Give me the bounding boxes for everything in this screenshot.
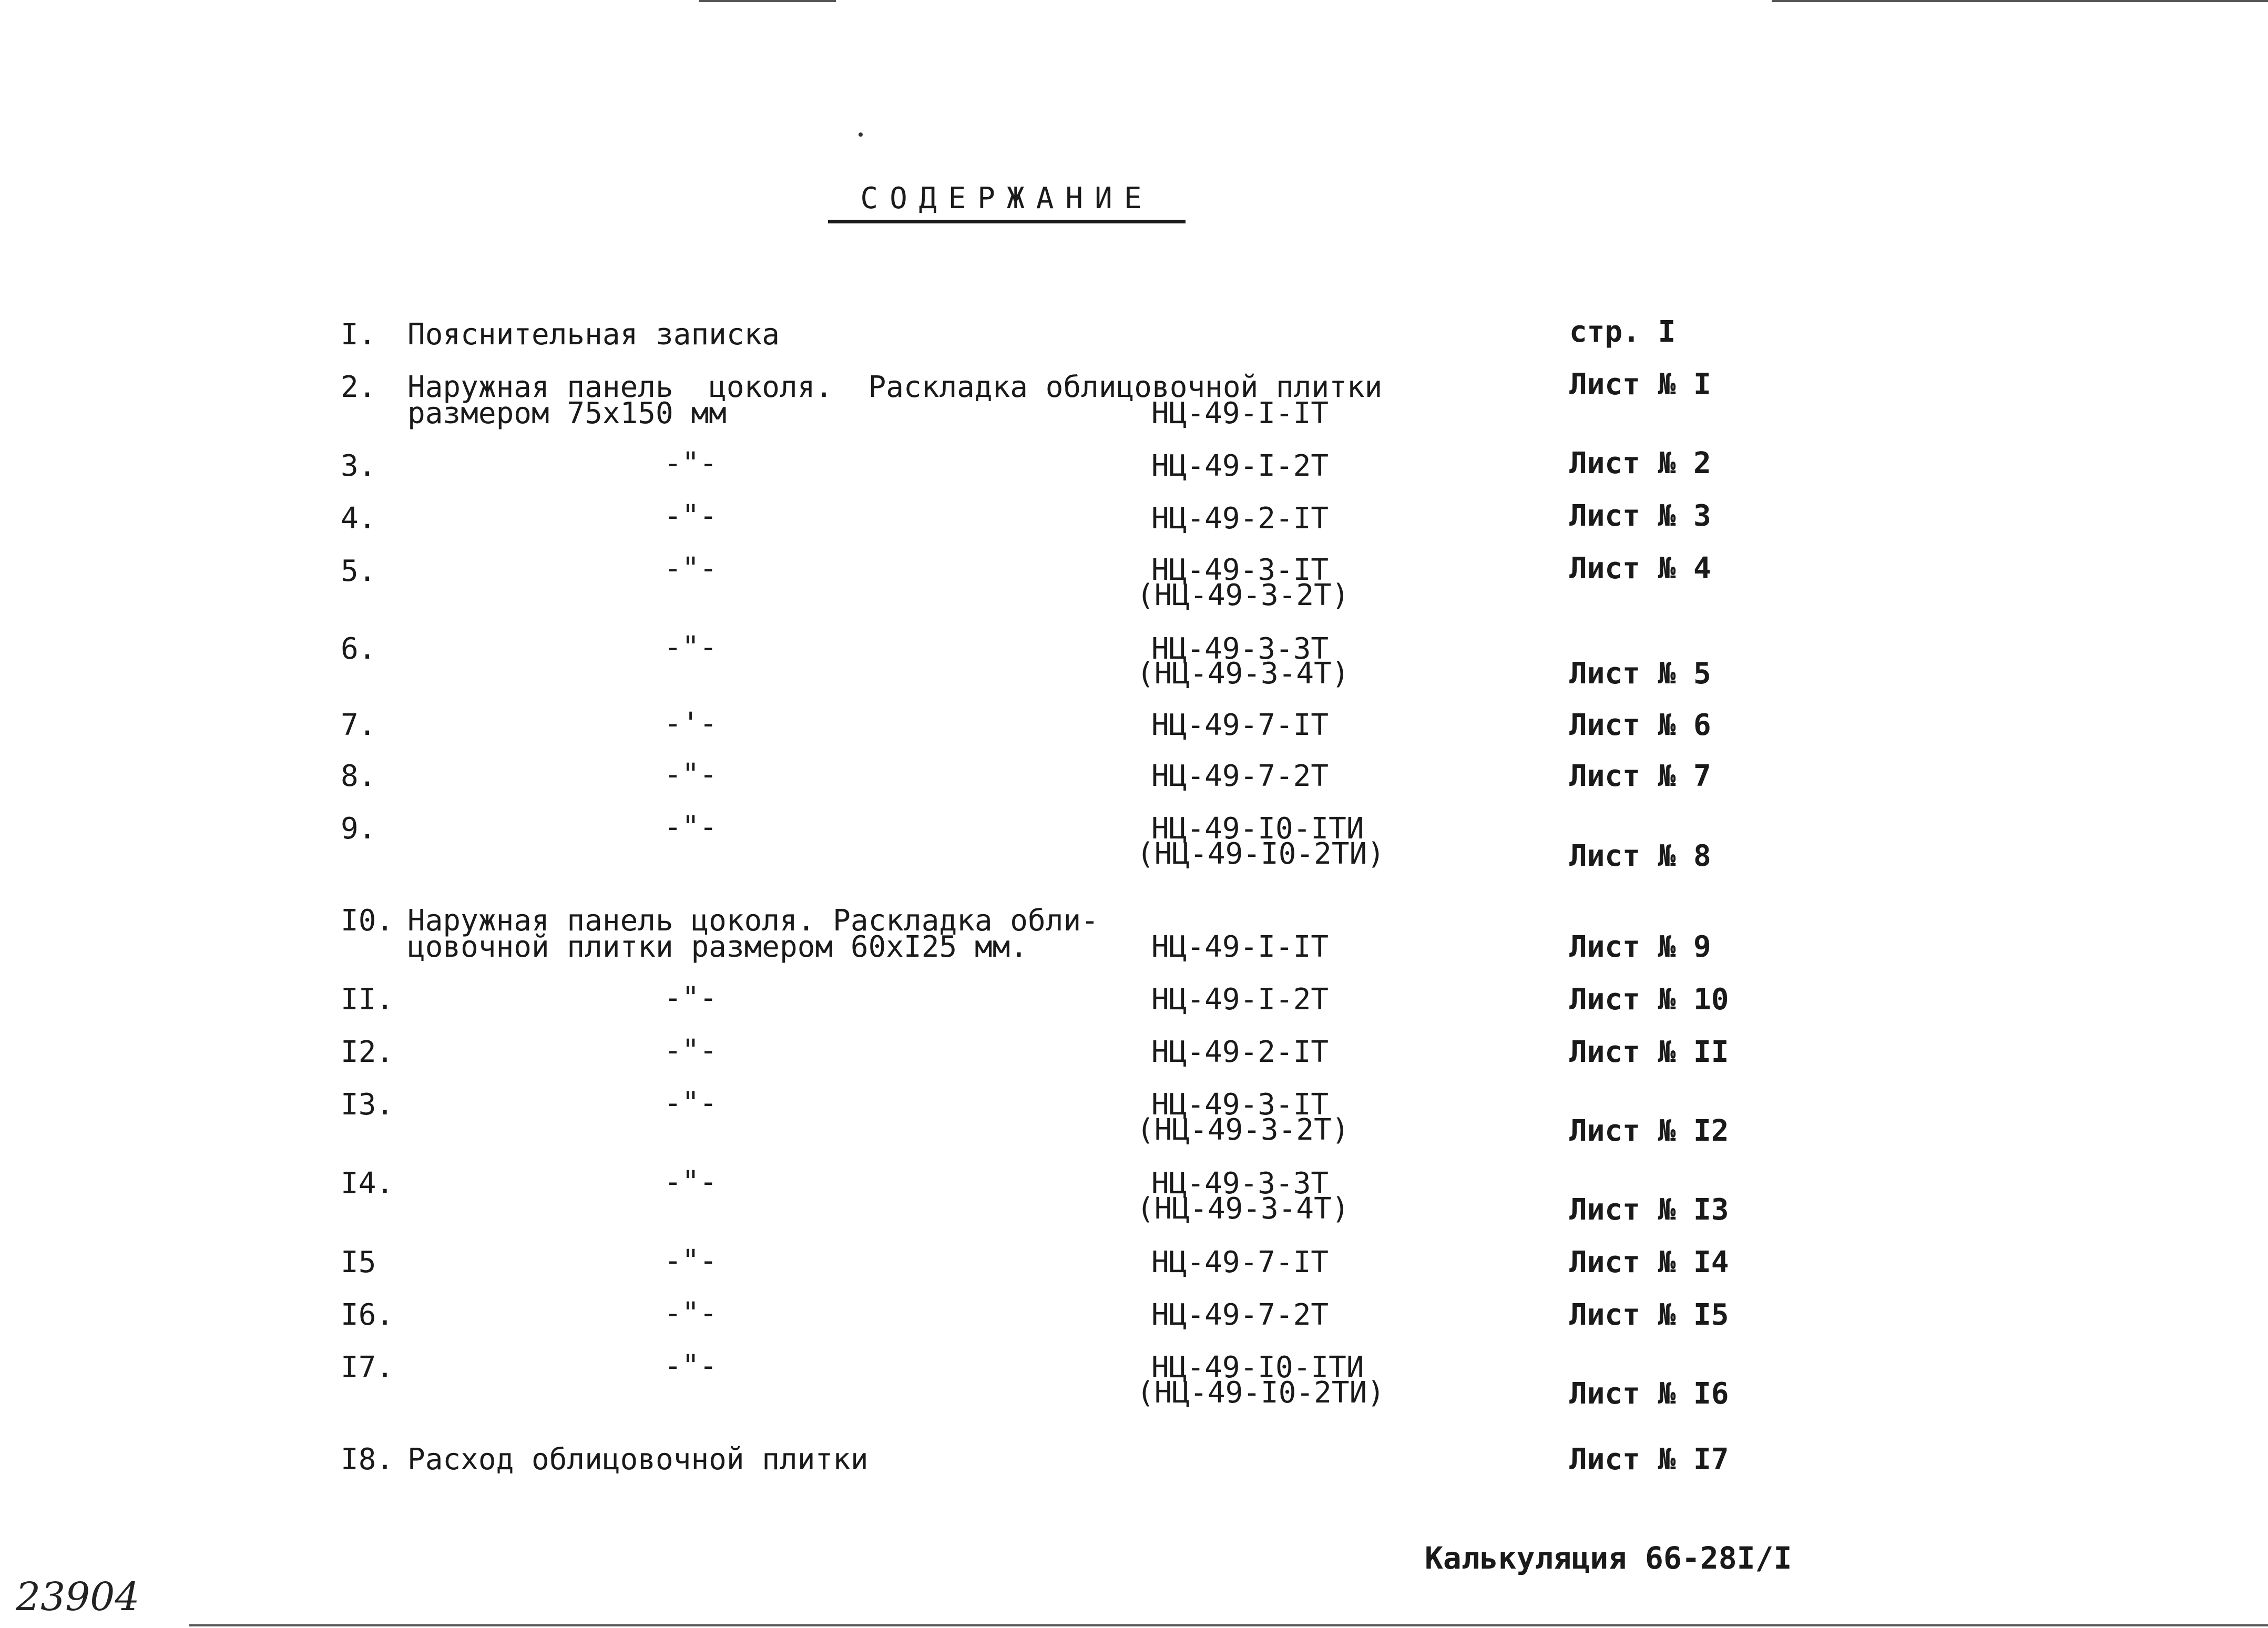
entry-ditto: -"-: [664, 757, 718, 792]
entry-ditto: -"-: [664, 446, 718, 480]
entry-ditto: -"-: [664, 1165, 718, 1199]
entry-description: Расход облицовочной плитки: [407, 1442, 869, 1477]
entry-sheet: Лист № I4: [1569, 1245, 1729, 1279]
entry-ditto: -'-: [664, 707, 718, 741]
entry-number: I7.: [341, 1350, 394, 1385]
entry-sheet: Лист № 4: [1569, 551, 1711, 586]
entry-number: I.: [341, 318, 376, 352]
entry-sheet: Лист № 8: [1569, 839, 1711, 873]
entry-sheet: Лист № I5: [1569, 1298, 1729, 1332]
entry-sheet: Лист № I3: [1569, 1193, 1729, 1227]
entry-ditto: -"-: [664, 1296, 718, 1330]
entry-code: НЦ-49-7-2T: [1151, 759, 1329, 793]
entry-sheet: Лист № I7: [1569, 1442, 1729, 1477]
entry-code: НЦ-49-3-3T: [1151, 1166, 1329, 1201]
page-title: СОДЕРЖАНИЕ: [828, 181, 1186, 223]
entry-code: НЦ-49-3-3T: [1151, 632, 1329, 666]
entry-ditto: -"-: [664, 630, 718, 664]
entry-sheet: Лист № 5: [1569, 657, 1711, 691]
entry-sheet: Лист № I: [1569, 367, 1711, 402]
entry-code: НЦ-49-I0-ITИ: [1151, 1350, 1364, 1385]
entry-sheet: Лист № 9: [1569, 930, 1711, 964]
entry-number: I6.: [341, 1298, 394, 1332]
entry-ditto: -"-: [664, 1086, 718, 1120]
entry-ditto: -"-: [664, 1033, 718, 1068]
entry-code: НЦ-49-I-IT: [1151, 930, 1329, 964]
entry-code: НЦ-49-3-IT: [1151, 1088, 1329, 1122]
entry-number: 6.: [341, 632, 376, 666]
entry-description: размером 75x150 мм: [407, 396, 727, 431]
entry-ditto: -"-: [664, 810, 718, 844]
entry-number: I0.: [341, 904, 394, 938]
entry-ditto: -"-: [664, 499, 718, 533]
entry-number: I8.: [341, 1442, 394, 1477]
calculation-reference: Калькуляция 66-28I/I: [1425, 1540, 1792, 1576]
entry-number: I3.: [341, 1088, 394, 1122]
entry-number: 7.: [341, 708, 376, 742]
entry-number: I5: [341, 1245, 376, 1279]
handwritten-inventory-number: 23904: [16, 1574, 140, 1620]
entry-code: НЦ-49-I-IT: [1151, 396, 1329, 431]
ink-dot: [859, 132, 863, 137]
entry-code-alt: (НЦ-49-I0-2TИ): [1137, 1376, 1385, 1410]
entry-code: НЦ-49-7-IT: [1151, 1245, 1329, 1279]
entry-sheet: Лист № 7: [1569, 759, 1711, 793]
entry-code-alt: (НЦ-49-3-2T): [1137, 578, 1350, 612]
entry-ditto: -"-: [664, 1244, 718, 1278]
bottom-edge-line: [189, 1624, 2268, 1626]
top-edge-line-right: [1772, 0, 2268, 2]
entry-code: НЦ-49-I-2T: [1151, 982, 1329, 1017]
entry-code: НЦ-49-7-IT: [1151, 708, 1329, 742]
entry-sheet: Лист № 3: [1569, 499, 1711, 533]
entry-code-alt: (НЦ-49-I0-2TИ): [1137, 837, 1385, 871]
entry-sheet: стр. I: [1569, 315, 1676, 349]
entry-code-alt: (НЦ-49-3-4T): [1137, 657, 1350, 691]
entry-number: 5.: [341, 554, 376, 588]
entry-number: 8.: [341, 759, 376, 793]
entry-code-alt: (НЦ-49-3-4T): [1137, 1192, 1350, 1226]
entry-code: НЦ-49-7-2T: [1151, 1298, 1329, 1332]
entry-number: I2.: [341, 1035, 394, 1069]
entry-code-alt: (НЦ-49-3-2T): [1137, 1113, 1350, 1147]
entry-code: НЦ-49-I-2T: [1151, 449, 1329, 483]
entry-sheet: Лист № 2: [1569, 446, 1711, 480]
entry-number: 4.: [341, 501, 376, 536]
entry-ditto: -"-: [664, 1349, 718, 1383]
entry-code: НЦ-49-I0-ITИ: [1151, 812, 1364, 846]
entry-sheet: Лист № I6: [1569, 1377, 1729, 1411]
entry-number: 3.: [341, 449, 376, 483]
entry-number: II.: [341, 982, 394, 1017]
entry-description: Наружная панель цоколя. Раскладка облицовочной плитки: [407, 370, 1383, 404]
entry-description: Пояснительная записка: [407, 318, 780, 352]
entry-code: НЦ-49-3-IT: [1151, 553, 1329, 587]
entry-ditto: -"-: [664, 551, 718, 586]
top-edge-line-left: [699, 0, 836, 2]
entry-number: 9.: [341, 812, 376, 846]
entry-sheet: Лист № 6: [1569, 708, 1711, 742]
entry-sheet: Лист № II: [1569, 1035, 1729, 1069]
entry-sheet: Лист № 10: [1569, 982, 1729, 1017]
entry-code: НЦ-49-2-IT: [1151, 501, 1329, 536]
entry-code: НЦ-49-2-IT: [1151, 1035, 1329, 1069]
entry-number: I4.: [341, 1166, 394, 1201]
entry-description: цовочной плитки размером 60xI25 мм.: [407, 930, 1028, 964]
entry-number: 2.: [341, 370, 376, 404]
entry-ditto: -"-: [664, 981, 718, 1015]
entry-description: Наружная панель цоколя. Раскладка обли-: [407, 904, 1099, 938]
entry-sheet: Лист № I2: [1569, 1114, 1729, 1148]
